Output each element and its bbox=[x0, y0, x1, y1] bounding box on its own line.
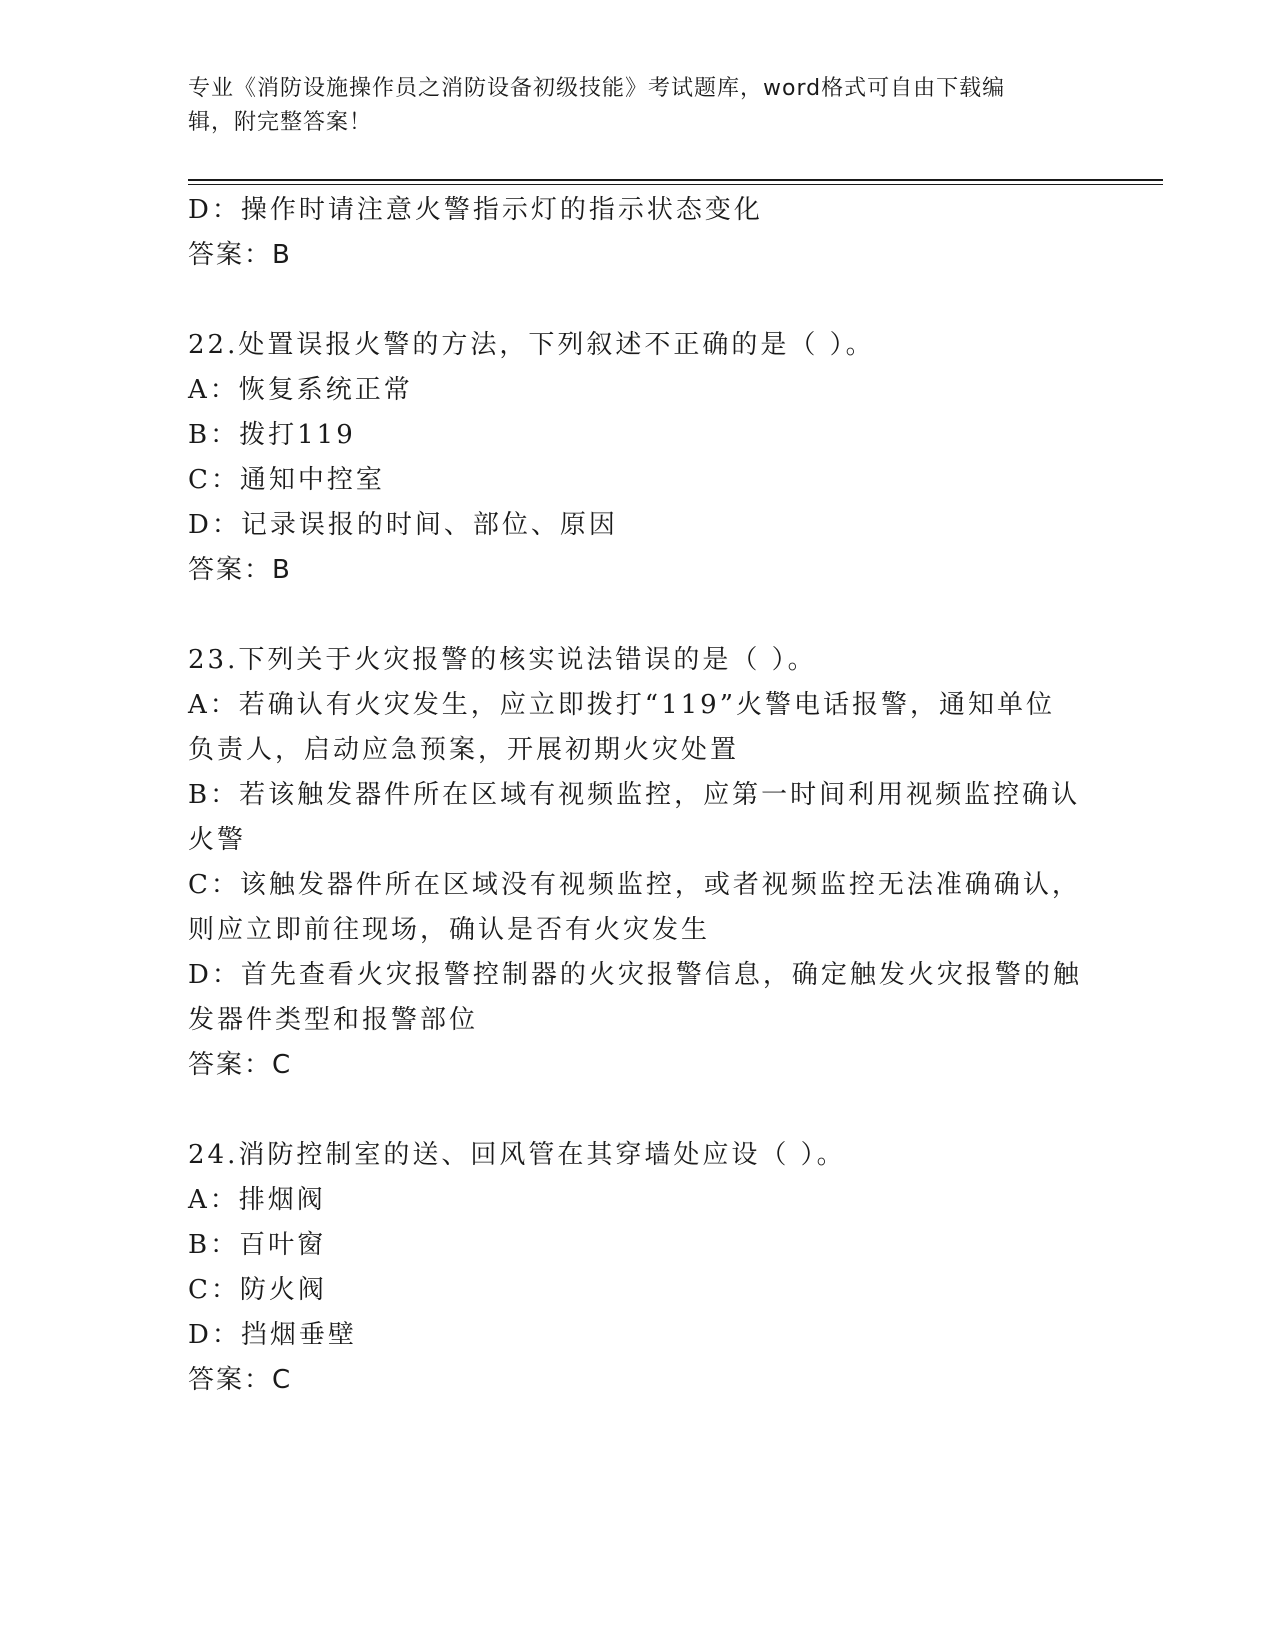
question-22-option-d: D：记录误报的时间、部位、原因 bbox=[188, 510, 618, 540]
question-22-answer: 答案：B bbox=[188, 555, 292, 585]
header-line-2: 辑，附完整答案！ bbox=[188, 110, 373, 135]
question-22 bbox=[188, 323, 1088, 593]
question-23-answer: 答案：C bbox=[188, 1050, 293, 1080]
document-header bbox=[188, 72, 1088, 140]
question-23-option-c-line-2: 则应立即前往现场，确认是否有火灾发生 bbox=[188, 915, 711, 945]
prev-answer: 答案：B bbox=[188, 240, 292, 270]
question-24-answer: 答案：C bbox=[188, 1365, 293, 1395]
question-23-option-b-line-1: B：若该触发器件所在区域有视频监控，应第一时间利用视频监控确认 bbox=[188, 780, 1081, 810]
question-22-option-a: A：恢复系统正常 bbox=[188, 375, 413, 405]
question-23-option-d-line-1: D：首先查看火灾报警控制器的火灾报警信息，确定触发火灾报警的触 bbox=[188, 960, 1082, 990]
header-line-1: 专业《消防设施操作员之消防设备初级技能》考试题库，word格式可自由下载编 bbox=[188, 76, 1006, 101]
header-divider-thin bbox=[188, 184, 1163, 185]
question-23-option-b-line-2: 火警 bbox=[188, 825, 247, 855]
question-23 bbox=[188, 638, 1088, 1088]
spacer bbox=[188, 593, 1088, 638]
question-23-option-a-line-2: 负责人，启动应急预案，开展初期火灾处置 bbox=[188, 735, 740, 765]
question-24-option-c: C：防火阀 bbox=[188, 1275, 327, 1305]
spacer bbox=[188, 1088, 1088, 1133]
spacer bbox=[188, 278, 1088, 323]
header-divider-thick bbox=[188, 179, 1163, 181]
question-23-option-d-line-2: 发器件类型和报警部位 bbox=[188, 1005, 479, 1035]
question-24-option-b: B：百叶窗 bbox=[188, 1230, 327, 1260]
question-content bbox=[188, 188, 1088, 1403]
question-23-option-a-line-1: A：若确认有火灾发生，应立即拨打“119”火警电话报警，通知单位 bbox=[188, 690, 1055, 720]
prev-option-d: D：操作时请注意火警指示灯的指示状态变化 bbox=[188, 195, 763, 225]
question-23-text: 23.下列关于火灾报警的核实说法错误的是（ ）。 bbox=[188, 645, 817, 675]
question-22-option-b: B：拨打119 bbox=[188, 420, 356, 450]
question-24 bbox=[188, 1133, 1088, 1403]
question-24-option-d: D：挡烟垂壁 bbox=[188, 1320, 357, 1350]
question-23-option-c-line-1: C：该触发器件所在区域没有视频监控，或者视频监控无法准确确认， bbox=[188, 870, 1081, 900]
question-24-option-a: A：排烟阀 bbox=[188, 1185, 326, 1215]
question-24-text: 24.消防控制室的送、回风管在其穿墙处应设（ ）。 bbox=[188, 1140, 846, 1170]
question-22-text: 22.处置误报火警的方法，下列叙述不正确的是（ ）。 bbox=[188, 330, 875, 360]
question-22-option-c: C：通知中控室 bbox=[188, 465, 385, 495]
